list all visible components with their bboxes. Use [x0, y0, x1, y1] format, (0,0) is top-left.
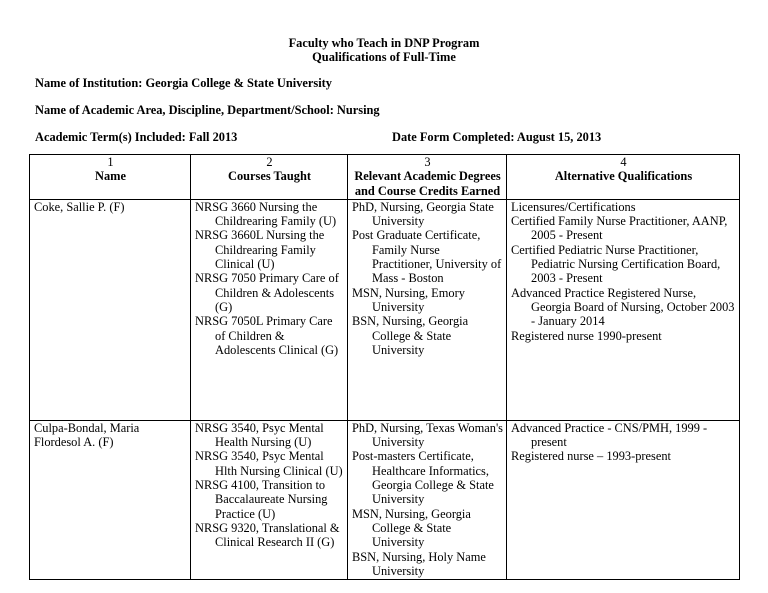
qualification-entry: Advanced Practice Registered Nurse, Georgia Board of Nursing, October 2003 - January 2014 [511, 285, 735, 329]
column-header-name [30, 155, 191, 200]
degree-entry: BSN, Nursing, Georgia College & State University [352, 314, 469, 357]
qualification-entry: Registered nurse 1990-present [511, 328, 662, 343]
degrees-cell [348, 199, 507, 420]
course-entry: NRSG 4100, Transition to Baccalaureate Nursing Practice (U) [195, 478, 328, 521]
qualification-entry: Certified Pediatric Nurse Practitioner, Pediatric Nursing Certification Board, 2003 - Present [511, 242, 721, 286]
column-header-qualifications [507, 155, 740, 200]
qualification-entry: Advanced Practice - CNS/PMH, 1999 - present [511, 420, 708, 450]
faculty-name-cell [30, 199, 191, 420]
table-header-row [30, 155, 740, 200]
date-completed-label: Date Form Completed: August 15, 2013 [392, 130, 602, 144]
column-label: Relevant Academic Degrees and Course Credits Earned [354, 169, 501, 198]
table-row [30, 199, 740, 420]
column-header-courses [191, 155, 348, 200]
degrees-cell [348, 420, 507, 579]
academic-area-label: Name of Academic Area, Discipline, Department/School: Nursing [35, 103, 380, 117]
institution-label: Name of Institution: Georgia College & State University [35, 76, 332, 90]
qualifications-cell [507, 420, 740, 579]
column-label: Name [95, 169, 126, 184]
table-row [30, 420, 740, 579]
form-subtitle: Qualifications of Full-Time [312, 50, 456, 64]
qualification-entry: Registered nurse – 1993-present [511, 449, 672, 464]
courses-cell [191, 199, 348, 420]
course-entry: NRSG 3540, Psyc Mental Health Nursing (U) [195, 420, 324, 450]
column-label: Alternative Qualifications [554, 169, 693, 184]
courses-cell [191, 420, 348, 579]
degree-entry: PhD, Nursing, Texas Woman's University [352, 420, 504, 450]
faculty-name: Coke, Sallie P. (F) [34, 199, 125, 214]
form-title: Faculty who Teach in DNP Program [288, 36, 480, 50]
column-number: 3 [424, 155, 431, 169]
degree-entry: MSN, Nursing, Emory University [352, 285, 465, 314]
column-number: 1 [107, 155, 114, 169]
degree-entry: MSN, Nursing, Georgia College & State University [352, 506, 471, 550]
column-number: 4 [620, 155, 627, 169]
degree-entry: PhD, Nursing, Georgia State University [352, 199, 494, 229]
faculty-name: Culpa-Bondal, Maria Flordesol A. (F) [34, 420, 140, 450]
faculty-name-cell [30, 420, 191, 579]
course-entry: NRSG 3540, Psyc Mental Hlth Nursing Clinical (U) [195, 449, 343, 478]
course-entry: NRSG 7050 Primary Care of Children & Adolescents (G) [195, 271, 339, 314]
column-number: 2 [266, 155, 273, 169]
course-entry: NRSG 9320, Translational & Clinical Research II (G) [195, 520, 340, 550]
degree-entry: BSN, Nursing, Holy Name University [352, 549, 486, 578]
course-entry: NRSG 7050L Primary Care of Children & Adolescents Clinical (G) [195, 314, 339, 357]
qualification-entry: Certified Family Nurse Practitioner, AANP, 2005 - Present [511, 214, 728, 243]
qualification-entry: Licensures/Certifications [511, 199, 636, 214]
column-label: Courses Taught [228, 169, 311, 184]
course-entry: NRSG 3660 Nursing the Childrearing Family (U) [195, 199, 337, 229]
course-entry: NRSG 3660L Nursing the Childrearing Family Clinical (U) [195, 228, 325, 272]
degree-entry: Post-masters Certificate, Healthcare Informatics, Georgia College & State University [352, 449, 494, 507]
degree-entry: Post Graduate Certificate, Family Nurse Practitioner, University of Mass - Boston [352, 228, 502, 286]
column-header-degrees [348, 155, 507, 200]
academic-term-label: Academic Term(s) Included: Fall 2013 [35, 130, 238, 144]
faculty-qualifications-table [29, 154, 740, 580]
qualifications-cell [507, 199, 740, 420]
